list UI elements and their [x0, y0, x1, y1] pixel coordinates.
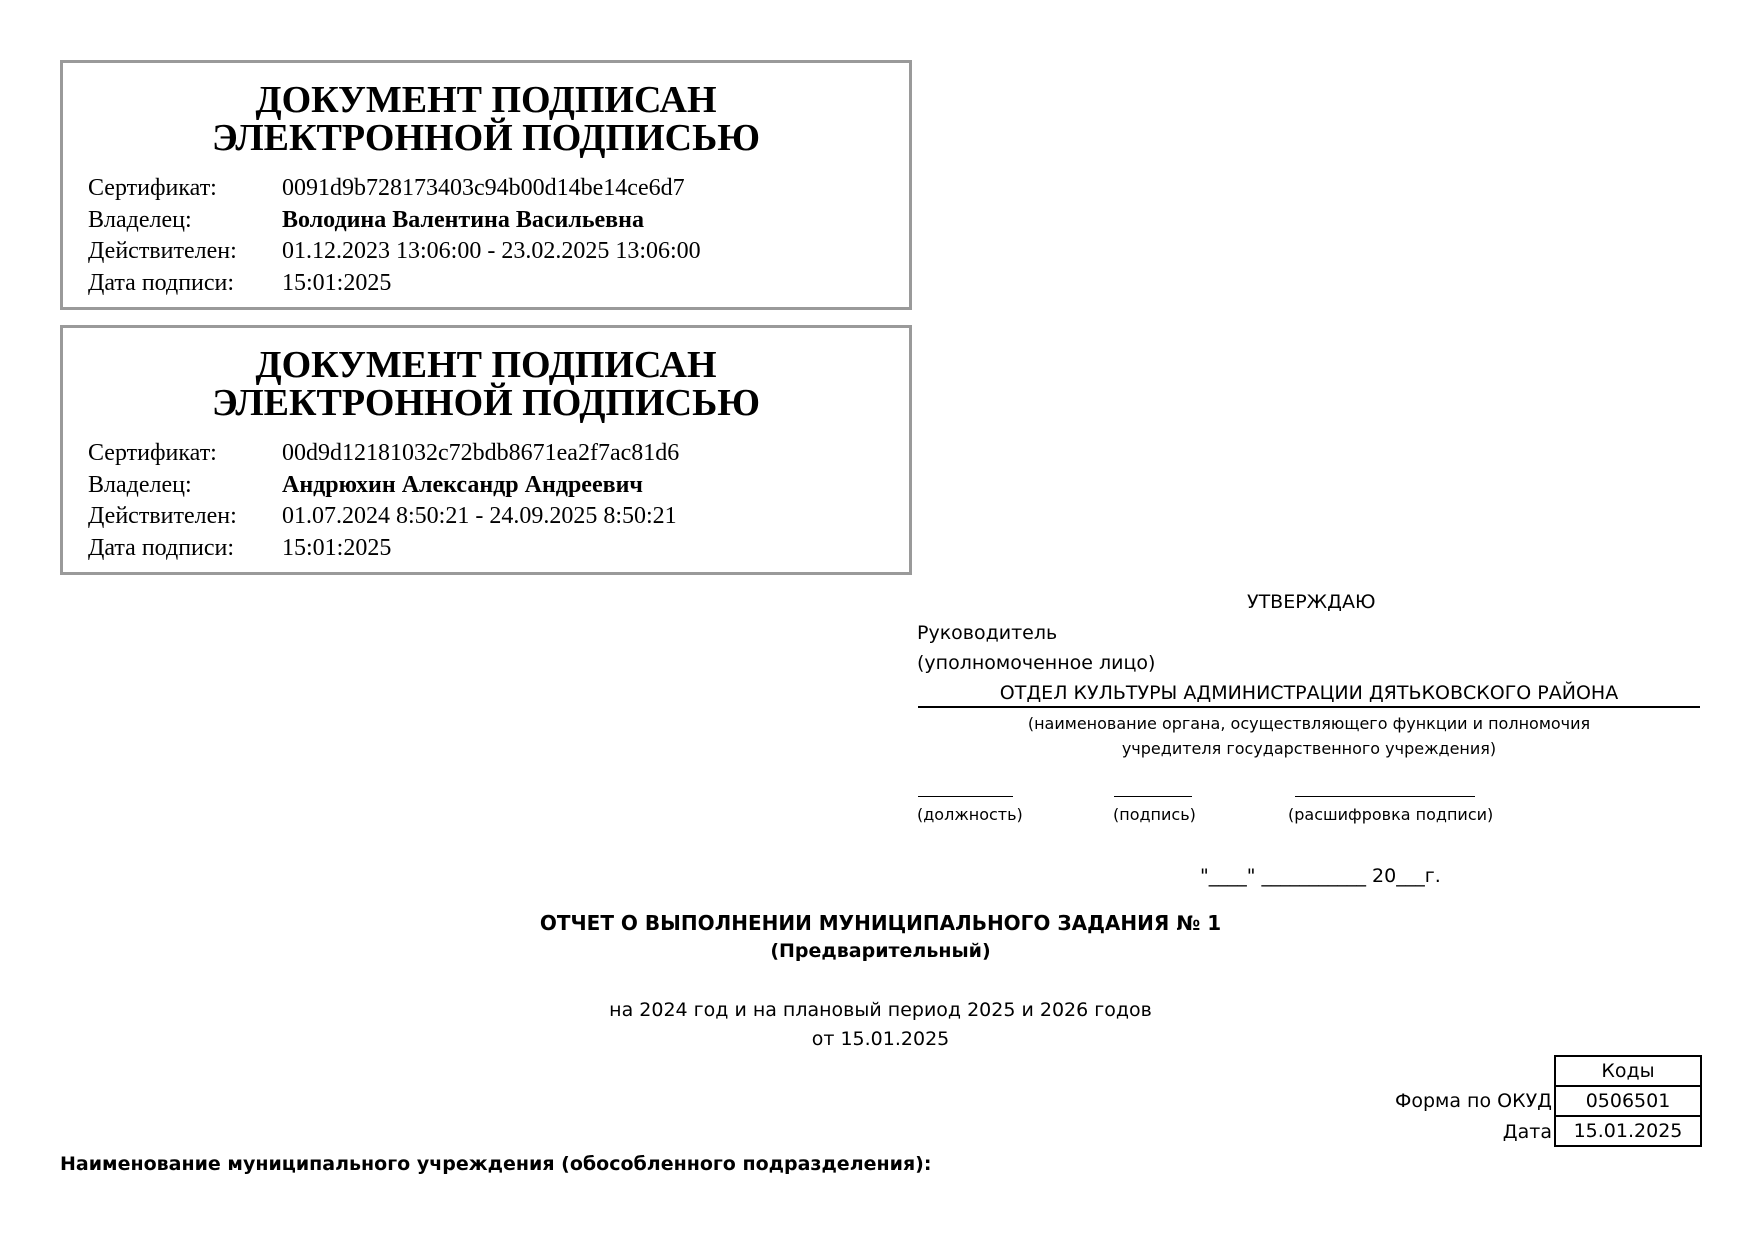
report-date: от 15.01.2025: [811, 1028, 950, 1050]
sign-date-label: Дата подписи:: [88, 270, 235, 296]
decoding-caption: (расшифровка подписи): [1288, 805, 1494, 824]
owner-value: Андрюхин Александр Андреевич: [282, 472, 643, 498]
stamp-title: [63, 81, 909, 157]
position-blank: [918, 796, 1013, 797]
owner-label: Владелец:: [88, 207, 192, 233]
organization-caption-line1: (наименование органа, осуществляющего функции и полномочия: [1027, 714, 1591, 733]
validity-row: [88, 501, 677, 531]
e-signature-stamp-2: [60, 325, 912, 575]
organization-caption-line2: учредителя государственного учреждения): [1121, 739, 1497, 758]
certificate-value: 00d9d12181032c72bdb8671ea2f7ac81d6: [282, 440, 680, 466]
head-label: Руководитель: [917, 622, 1058, 644]
stamp-title: [63, 346, 909, 422]
owner-row: [88, 205, 644, 235]
sign-date-label: Дата подписи:: [88, 535, 235, 561]
sign-date-value: 15:01:2025: [282, 270, 392, 296]
sign-date-row: [88, 533, 391, 563]
certificate-label: Сертификат:: [88, 175, 217, 201]
certificate-label: Сертификат:: [88, 440, 217, 466]
certificate-row: [88, 173, 685, 203]
okud-value: 0506501: [1555, 1086, 1701, 1116]
codes-header: Коды: [1555, 1056, 1701, 1086]
validity-value: 01.07.2024 8:50:21 - 24.09.2025 8:50:21: [282, 503, 677, 529]
codes-table: [1554, 1055, 1702, 1147]
owner-value: Володина Валентина Васильевна: [282, 207, 644, 233]
validity-label: Действителен:: [88, 238, 237, 264]
stamp-title-line2: ЭЛЕКТРОННОЙ ПОДПИСЬЮ: [211, 382, 761, 424]
owner-row: [88, 470, 643, 500]
approval-date-line: "____" ___________ 20___г.: [1200, 865, 1441, 887]
date-label: Дата: [1502, 1121, 1552, 1143]
sign-date-row: [88, 268, 391, 298]
owner-label: Владелец:: [88, 472, 192, 498]
institution-name-label: Наименование муниципального учреждения (обособленного подразделения):: [60, 1153, 932, 1175]
certificate-value: 0091d9b728173403c94b00d14be14ce6d7: [282, 175, 685, 201]
stamp-title-line1: ДОКУМЕНТ ПОДПИСАН: [255, 344, 717, 386]
validity-row: [88, 236, 701, 266]
organization-name: ОТДЕЛ КУЛЬТУРЫ АДМИНИСТРАЦИИ ДЯТЬКОВСКОГО РАЙОНА: [918, 682, 1700, 708]
report-period: на 2024 год и на плановый период 2025 и 2026 годов: [609, 999, 1152, 1021]
approve-heading: УТВЕРЖДАЮ: [1247, 591, 1376, 613]
okud-label: Форма по ОКУД: [1394, 1090, 1552, 1112]
sign-date-value: 15:01:2025: [282, 535, 392, 561]
stamp-title-line1: ДОКУМЕНТ ПОДПИСАН: [255, 79, 717, 121]
date-value: 15.01.2025: [1555, 1116, 1701, 1146]
signature-blank: [1114, 796, 1192, 797]
decoding-blank: [1295, 796, 1475, 797]
signature-caption: (подпись): [1113, 805, 1196, 824]
validity-label: Действителен:: [88, 503, 237, 529]
report-title: ОТЧЕТ О ВЫПОЛНЕНИИ МУНИЦИПАЛЬНОГО ЗАДАНИЯ № 1: [539, 911, 1222, 935]
report-subtitle: (Предварительный): [770, 940, 991, 962]
validity-value: 01.12.2023 13:06:00 - 23.02.2025 13:06:00: [282, 238, 701, 264]
authorized-person-label: (уполномоченное лицо): [917, 652, 1156, 674]
e-signature-stamp-1: [60, 60, 912, 310]
stamp-title-line2: ЭЛЕКТРОННОЙ ПОДПИСЬЮ: [211, 117, 761, 159]
certificate-row: [88, 438, 679, 468]
position-caption: (должность): [917, 805, 1023, 824]
